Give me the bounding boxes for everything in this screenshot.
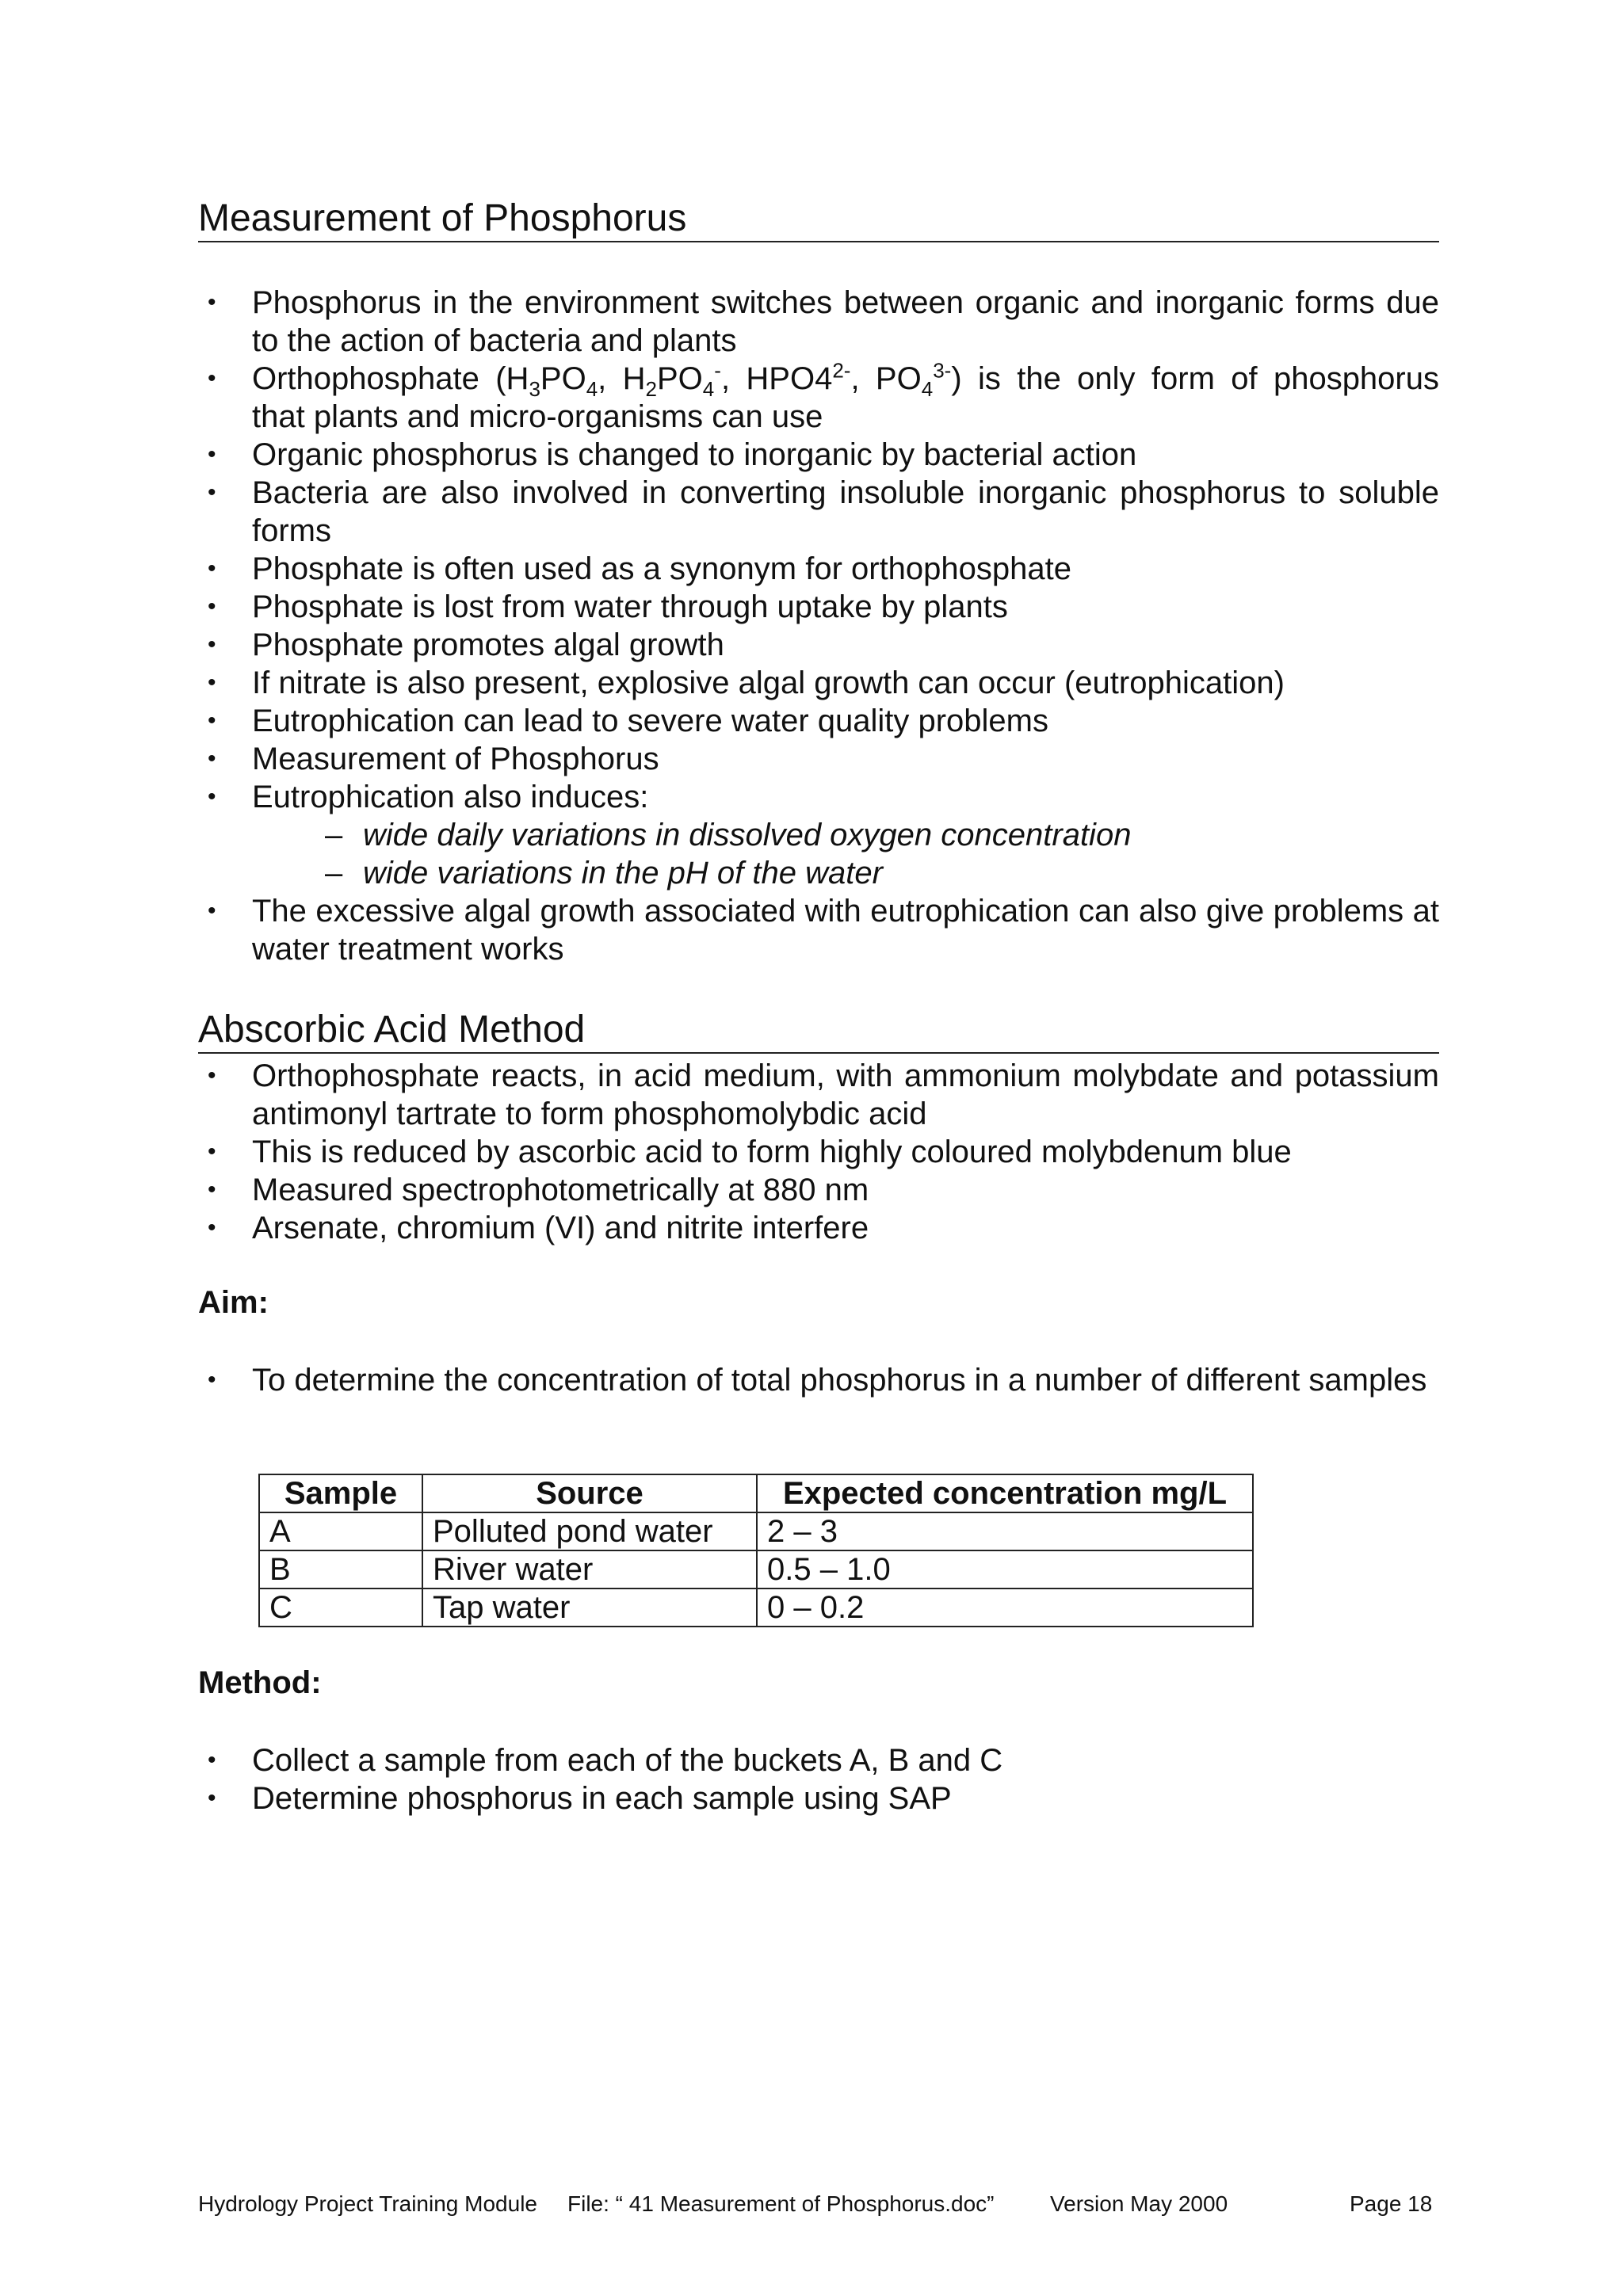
list-item: • Organic phosphorus is changed to inorganic by bacterial action [208, 437, 1137, 472]
list-item: • Measured spectrophotometrically at 880 nm [208, 1173, 869, 1207]
bullet-icon: • [208, 479, 216, 505]
bullet-icon: • [208, 784, 216, 810]
list-item: • Orthophosphate reacts, in acid medium, with ammonium molybdate and potassium antimonyl tartrate to form phosphomolybdic acid [208, 1058, 1439, 1131]
bullet-icon: • [208, 669, 216, 696]
list-item: • Phosphorus in the environment switches between organic and inorganic forms due to the action of bacteria and plants [208, 285, 1439, 358]
list-item: • Phosphate is lost from water through uptake by plants [208, 589, 1008, 624]
section-heading-acid-method: Abscorbic Acid Method [198, 1008, 1439, 1054]
column-header-sample: Sample [259, 1474, 422, 1512]
table-cell: 0.5 – 1.0 [757, 1550, 1253, 1589]
table-row [259, 1550, 1253, 1589]
table-cell: A [259, 1512, 422, 1550]
sub-list-item: – wide variations in the pH of the water [325, 856, 883, 891]
list-item-orthophosphate: • Orthophosphate ($H_3PO_4$, $H_2PO_4^-$, $HPO4^{2-}$, $PO_4^{3-}$) is the only form of phosphorus that plants and micro-organisms can use [208, 358, 1439, 434]
list-item: • Phosphate is often used as a synonym for orthophosphate [208, 551, 1072, 586]
bullet-icon: • [208, 1138, 216, 1165]
bullet-icon: • [208, 1367, 216, 1393]
list-item: • Eutrophication also induces: – wide daily variations in dissolved oxygen concentration – wide variations in the pH of the water [198, 778, 1439, 892]
bullet-icon: • [208, 1215, 216, 1241]
bullet-icon: • [208, 1177, 216, 1203]
table-row [259, 1589, 1253, 1627]
bullet-icon: • [208, 289, 216, 315]
aim-label: Aim: [198, 1285, 269, 1320]
table-cell: 0 – 0.2 [757, 1589, 1253, 1627]
table-cell: 2 – 3 [757, 1512, 1253, 1550]
section-heading-measurement: Measurement of Phosphorus [198, 196, 1439, 242]
bullet-icon: • [208, 631, 216, 658]
acid-method-bullet-list [198, 1057, 1439, 1247]
method-label: Method: [198, 1665, 322, 1700]
column-header-source: Source [422, 1474, 757, 1512]
column-header-concentration: Expected concentration mg/L [757, 1474, 1253, 1512]
list-item: • Eutrophication can lead to severe water quality problems [208, 704, 1048, 738]
footer-page-number: Page 18 [1350, 2191, 1433, 2216]
bullet-icon: • [208, 1747, 216, 1773]
bullet-icon: • [208, 1062, 216, 1089]
eutrophication-sublist [252, 816, 1439, 892]
table-header-row [259, 1474, 1253, 1512]
bullet-icon: • [208, 746, 216, 772]
bullet-icon: • [208, 365, 216, 391]
table-row [259, 1512, 1253, 1550]
list-item: • Measurement of Phosphorus [208, 742, 659, 776]
list-item: • Arsenate, chromium (VI) and nitrite interfere [208, 1211, 869, 1245]
table-cell: B [259, 1550, 422, 1589]
dash-icon: – [325, 818, 343, 852]
table-cell: River water [422, 1550, 757, 1589]
list-item: • To determine the concentration of total phosphorus in a number of different samples [208, 1363, 1427, 1398]
sub-list-item: – wide daily variations in dissolved oxygen concentration [325, 818, 1132, 852]
table-cell: Polluted pond water [422, 1512, 757, 1550]
list-item: • Bacteria are also involved in converting insoluble inorganic phosphorus to soluble forms [208, 475, 1439, 548]
bullet-icon: • [208, 707, 216, 734]
list-item: • This is reduced by ascorbic acid to form highly coloured molybdenum blue [208, 1135, 1292, 1169]
phosphorus-bullet-list [198, 284, 1439, 968]
bullet-icon: • [208, 555, 216, 582]
bullet-icon: • [208, 898, 216, 924]
list-item: • If nitrate is also present, explosive algal growth can occur (eutrophication) [208, 666, 1285, 700]
bullet-icon: • [208, 441, 216, 467]
bullet-icon: • [208, 1785, 216, 1811]
method-bullet-list [198, 1741, 1439, 1817]
aim-bullet-list [198, 1361, 1439, 1399]
table-cell: C [259, 1589, 422, 1627]
dash-icon: – [325, 856, 343, 891]
footer-version: Version May 2000 [1050, 2191, 1228, 2216]
footer-module: Hydrology Project Training Module [198, 2191, 537, 2216]
bullet-icon: • [208, 593, 216, 620]
list-item: • Determine phosphorus in each sample using SAP [208, 1781, 952, 1816]
samples-table [258, 1474, 1254, 1627]
list-item: • Phosphate promotes algal growth [208, 627, 724, 662]
table-cell: Tap water [422, 1589, 757, 1627]
list-item: • The excessive algal growth associated with eutrophication can also give problems at water treatment works [208, 894, 1439, 967]
list-item: • Collect a sample from each of the buckets A, B and C [208, 1743, 1003, 1778]
footer-file: File: “ 41 Measurement of Phosphorus.doc” [567, 2191, 995, 2216]
